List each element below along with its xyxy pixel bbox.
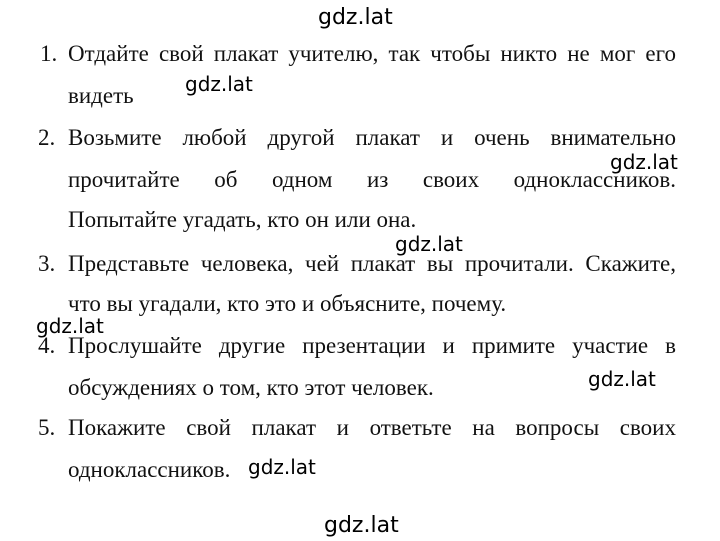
item-number: 2. <box>38 125 56 150</box>
item-number: 4. <box>38 333 56 358</box>
item-text-line: одноклассников. <box>68 457 231 482</box>
item-number: 3. <box>38 251 56 276</box>
item-number: 1. <box>40 41 58 66</box>
watermark: gdz.lat <box>324 513 399 538</box>
item-text-line: видеть <box>68 83 134 108</box>
item-text-line: прочитайте об одном из своих одноклассников. <box>68 167 676 192</box>
item-text-line: что вы угадали, кто это и объясните, почему. <box>68 291 507 316</box>
item-text-line: Прослушайте другие презентации и примите участие в <box>68 333 676 358</box>
watermark: gdz.lat <box>318 5 393 30</box>
item-text-line: Представьте человека, чей плакат вы прочитали. Скажите, <box>68 251 676 276</box>
watermark: gdz.lat <box>395 232 463 256</box>
watermark: gdz.lat <box>588 367 656 391</box>
item-text-line: обсуждениях о том, кто этот человек. <box>68 375 434 400</box>
item-text-line: Отдайте свой плакат учителю, так чтобы никто не мог его <box>68 41 676 66</box>
watermark: gdz.lat <box>248 455 316 479</box>
item-text-line: Возьмите любой другой плакат и очень внимательно <box>68 125 676 150</box>
item-text-line: Покажите свой плакат и ответьте на вопросы своих <box>68 415 676 440</box>
item-text-line: Попытайте угадать, кто он или она. <box>68 207 417 232</box>
watermark: gdz.lat <box>610 150 678 174</box>
item-number: 5. <box>38 415 56 440</box>
watermark: gdz.lat <box>185 72 253 96</box>
watermark: gdz.lat <box>36 314 104 338</box>
